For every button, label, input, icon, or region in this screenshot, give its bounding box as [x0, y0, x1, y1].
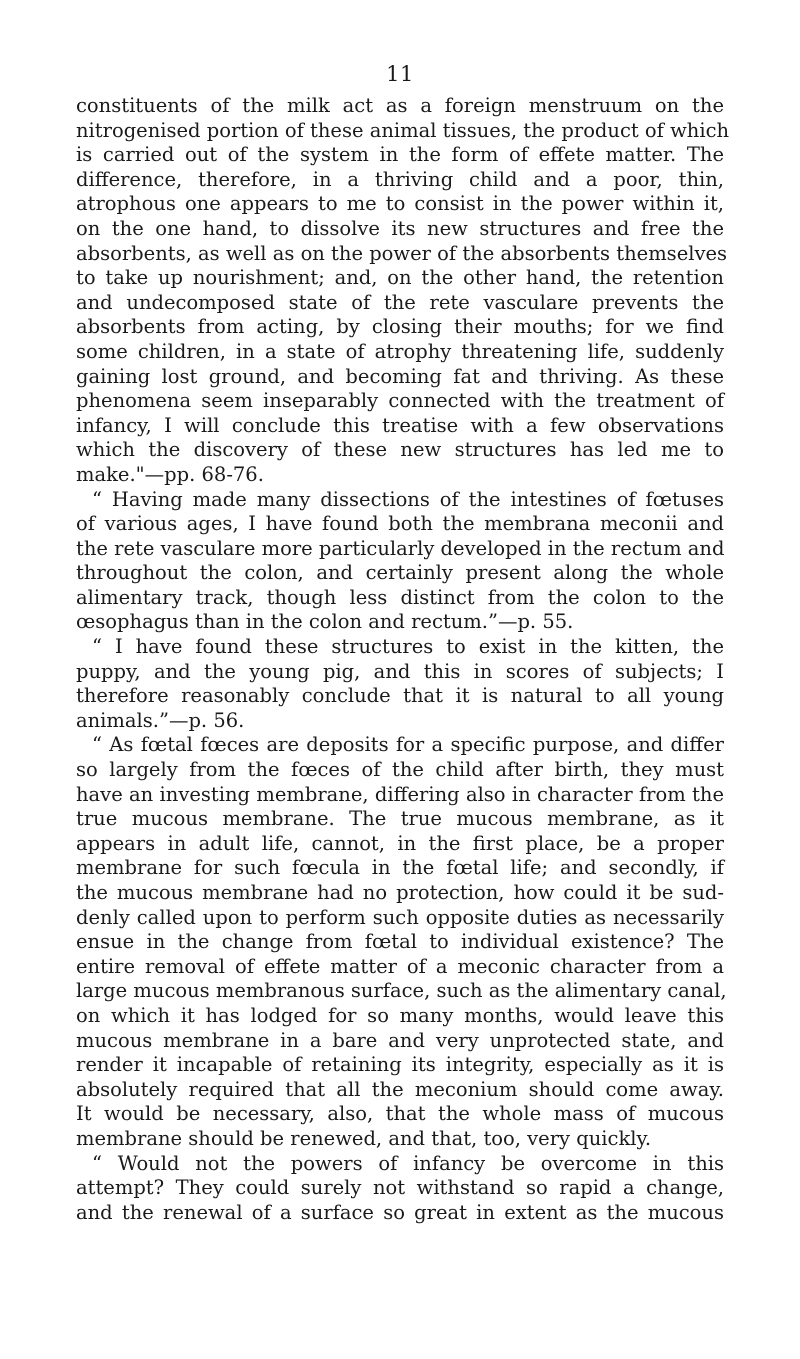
- text-line: which the discovery of these new structures has led me to: [76, 438, 724, 462]
- text-line: throughout the colon, and certainly present along the whole: [76, 561, 724, 585]
- text-line: some children, in a state of atrophy threatening life, suddenly: [76, 339, 724, 363]
- text-line: of various ages, I have found both the membrana meconii and: [76, 512, 724, 536]
- text-line: membrane for such fœcula in the fœtal life; and secondly, if: [76, 856, 724, 880]
- text-line: “ Would not the powers of infancy be overcome in this: [92, 1151, 724, 1175]
- text-line: make."—pp. 68-76.: [76, 462, 264, 486]
- text-line: “ As fœtal fœces are deposits for a specific purpose, and differ: [92, 733, 724, 757]
- text-line: the rete vasculare more particularly developed in the rectum and: [76, 536, 725, 560]
- text-line: entire removal of effete matter of a meconic character from a: [76, 954, 724, 978]
- text-line: gaining lost ground, and becoming fat and thriving. As these: [76, 364, 724, 388]
- text-line: animals.”—p. 56.: [76, 708, 245, 732]
- text-line: on the one hand, to dissolve its new structures and free the: [76, 216, 724, 240]
- text-line: alimentary track, though less distinct from the colon to the: [76, 585, 724, 609]
- text-line: to take up nourishment; and, on the other hand, the retention: [76, 266, 724, 290]
- text-line: render it incapable of retaining its integrity, especially as it is: [76, 1053, 724, 1077]
- text-line: large mucous membranous surface, such as the alimentary canal,: [76, 979, 727, 1003]
- text-line: true mucous membrane. The true mucous membrane, as it: [76, 807, 724, 831]
- text-line: have an investing membrane, differing also in character from the: [76, 782, 724, 806]
- text-line: and the renewal of a surface so great in extent as the mucous: [76, 1200, 724, 1224]
- text-line: nitrogenised portion of these animal tissues, the product of which: [76, 118, 730, 142]
- text-line: atrophous one appears to me to consist in the power within it,: [76, 192, 724, 216]
- text-line: so largely from the fœces of the child after birth, they must: [76, 758, 724, 782]
- text-line: ensue in the change from fœtal to individual existence? The: [76, 930, 724, 954]
- text-line: appears in adult life, cannot, in the first place, be a proper: [76, 831, 724, 855]
- text-line: It would be necessary, also, that the whole mass of mucous: [76, 1102, 724, 1126]
- text-line: puppy, and the young pig, and this in scores of subjects; I: [76, 659, 724, 683]
- text-line: constituents of the milk act as a foreign menstruum on the: [76, 94, 724, 117]
- text-line: absorbents from acting, by closing their mouths; for we find: [76, 315, 724, 339]
- body-text: [76, 94, 730, 1225]
- text-line: the mucous membrane had no protection, how could it be sud-: [76, 881, 724, 904]
- text-line: absolutely required that all the meconium should come away.: [76, 1077, 724, 1101]
- text-line: “ I have found these structures to exist in the kitten, the: [92, 635, 724, 659]
- text-line: denly called upon to perform such opposite duties as necessarily: [76, 905, 724, 929]
- text-line: difference, therefore, in a thriving child and a poor, thin,: [76, 167, 724, 191]
- text-line: infancy, I will conclude this treatise with a few observations: [76, 413, 724, 437]
- page-number: 11: [386, 62, 414, 86]
- text-line: œsophagus than in the colon and rectum.”—p. 55.: [76, 610, 574, 634]
- text-line: therefore reasonably conclude that it is natural to all young: [76, 684, 724, 708]
- text-line: on which it has lodged for so many months, would leave this: [76, 1003, 724, 1027]
- text-line: membrane should be renewed, and that, too, very quickly.: [76, 1126, 652, 1150]
- text-line: attempt? They could surely not withstand so rapid a change,: [76, 1176, 724, 1200]
- text-line: and undecomposed state of the rete vasculare prevents the: [76, 290, 724, 314]
- text-line: is carried out of the system in the form of effete matter. The: [76, 143, 724, 167]
- text-line: phenomena seem inseparably connected with the treatment of: [76, 389, 724, 413]
- text-line: “ Having made many dissections of the intestines of fœtuses: [92, 487, 724, 511]
- text-line: mucous membrane in a bare and very unprotected state, and: [76, 1028, 724, 1052]
- text-line: absorbents, as well as on the power of the absorbents themselves: [76, 241, 728, 265]
